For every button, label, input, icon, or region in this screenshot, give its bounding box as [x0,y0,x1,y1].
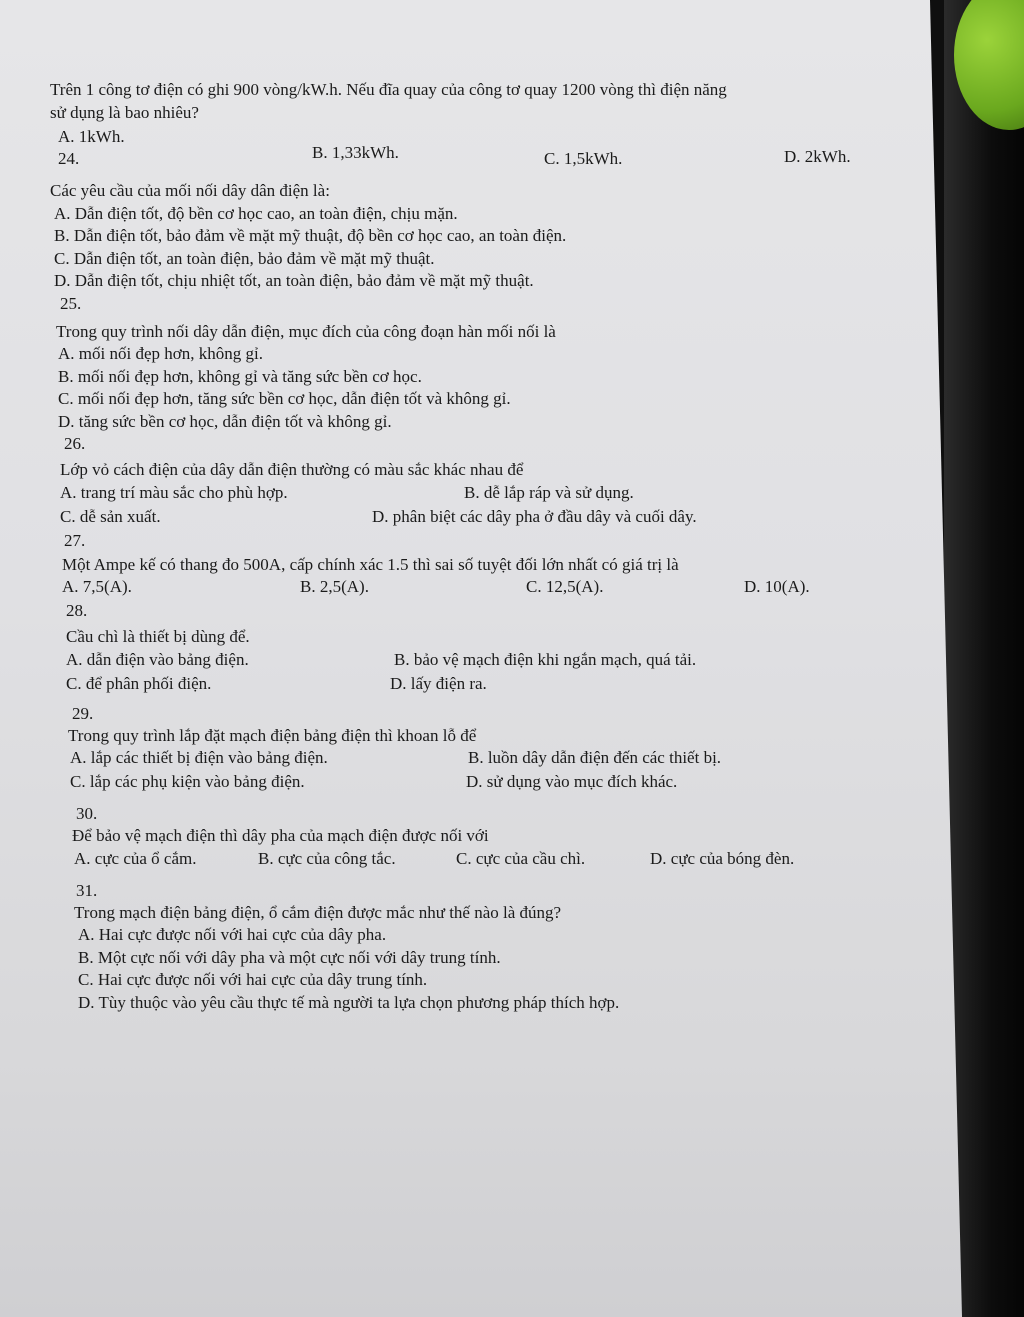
question-number: 29. [72,703,94,723]
option-a: A. cực của ổ cắm. [74,848,197,868]
question-stem: Lớp vỏ cách điện của dây dẫn điện thường có màu sắc khác nhau để [60,460,524,479]
question-stem: Một Ampe kế có thang đo 500A, cấp chính xác 1.5 thì sai số tuyệt đối lớn nhất có giá trị là [62,554,679,574]
option-b: B. 2,5(A). [300,577,369,596]
options-row-2 [50,674,890,698]
question-number: 28. [66,601,88,620]
option-d: D. Dẫn điện tốt, chịu nhiệt tốt, an toàn điện, bảo đảm về mặt mỹ thuật. [54,271,534,290]
option-d: D. Tùy thuộc vào yêu cầu thực tế mà người ta lựa chọn phương pháp thích hợp. [78,992,620,1012]
options-row-1 [50,748,890,772]
option-b: B. bảo vệ mạch điện khi ngắn mạch, quá tải. [394,649,697,669]
question-stem: Trên 1 công tơ điện có ghi 900 vòng/kW.h. Nếu đĩa quay của công tơ quay 1200 vòng thì điện năng [50,80,727,99]
question-stem: Trong quy trình nối dây dẫn điện, mục đích của công đoạn hàn mối nối là [56,321,556,341]
options-row-1 [50,483,890,507]
question-29 [50,704,890,797]
question-stem: Các yêu cầu của mối nối dây dân điện là: [50,181,330,200]
question-stem: Trong quy trình lắp đặt mạch điện bảng điện thì khoan lỗ để [68,725,477,745]
option-a: A. mối nối đẹp hơn, không gỉ. [58,344,263,363]
option-b: B. luồn dây dẫn điện đến các thiết bị. [468,748,722,767]
option-b: B. dễ lắp ráp và sử dụng. [464,482,634,502]
question-stem: Trong mạch điện bảng điện, ổ cắm điện được mắc như thế nào là đúng? [74,902,562,922]
option-b: B. cực của công tắc. [258,848,396,868]
option-c: C. mối nối đẹp hơn, tăng sức bền cơ học, dẫn điện tốt và không gỉ. [58,389,511,408]
option-d: D. 10(A). [744,577,810,596]
options-row-2 [50,507,890,531]
option-b: B. 1,33kWh. [312,143,399,162]
option-c: C. 12,5(A). [526,577,604,596]
question-stem-continued: sử dụng là bao nhiêu? [50,102,199,122]
question-number: 31. [76,880,98,900]
option-d: D. 2kWh. [784,147,851,166]
option-b: B. mối nối đẹp hơn, không gỉ và tăng sức bền cơ học. [58,366,422,386]
question-27 [50,531,890,602]
option-c: C. cực của cầu chì. [456,848,586,868]
option-b: B. Dẫn điện tốt, bảo đảm về mặt mỹ thuật, độ bền cơ học cao, an toàn điện. [54,226,567,245]
option-c: C. để phân phối điện. [66,673,212,693]
question-25 [50,294,890,435]
option-a: A. 7,5(A). [62,577,132,596]
options-row-2 [50,772,890,796]
question-number: 26. [64,434,86,453]
option-c: C. 1,5kWh. [544,149,623,168]
question-stem: Để bảo vệ mạch điện thì dây pha của mạch điện được nối với [72,826,489,845]
question-stem: Cầu chì là thiết bị dùng để. [66,627,250,646]
option-c: C. lắp các phụ kiện vào bảng điện. [70,772,305,791]
option-d: D. cực của bóng đèn. [650,848,795,868]
options-row-1 [50,650,890,674]
option-a: A. lắp các thiết bị điện vào bảng điện. [70,748,328,767]
option-d: D. sử dụng vào mục đích khác. [466,772,678,791]
option-a: A. dẫn điện vào bảng điện. [66,649,249,669]
exam-page [50,80,890,1015]
option-a: A. 1kWh. [58,127,125,146]
question-28 [50,601,890,698]
option-c: C. Dẫn điện tốt, an toàn điện, bảo đảm về mặt mỹ thuật. [54,248,435,268]
question-number: 27. [64,530,86,550]
option-a: A. Hai cực được nối với hai cực của dây pha. [78,925,387,944]
options-row [50,849,890,873]
option-a: A. Dẫn điện tốt, độ bền cơ học cao, an toàn điện, chịu mặn. [54,203,458,223]
option-d: D. phân biệt các dây pha ở đầu dây và cuối dây. [372,506,697,526]
question-26 [50,434,890,531]
question-number: 25. [60,293,82,313]
option-c: C. dễ sản xuất. [60,506,161,526]
option-d: D. lấy điện ra. [390,673,487,693]
question-30 [50,804,890,873]
question-24 [50,149,890,294]
option-b: B. Một cực nối với dây pha và một cực nối với dây trung tính. [78,947,501,967]
question-number: 30. [76,804,98,823]
option-a: A. trang trí màu sắc cho phù hợp. [60,482,288,502]
question-31 [50,881,890,1016]
question-number: 24. [58,149,80,168]
options-row [50,577,890,601]
option-c: C. Hai cực được nối với hai cực của dây trung tính. [78,970,428,989]
option-d: D. tăng sức bền cơ học, dẫn điện tốt và không gỉ. [58,411,392,431]
